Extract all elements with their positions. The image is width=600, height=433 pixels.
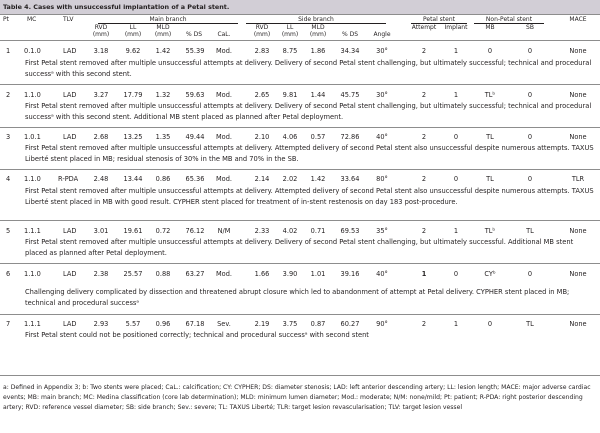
cell-implant: 0 (453, 270, 459, 278)
row-divider (0, 314, 600, 315)
header-mb-ll: LL (129, 24, 137, 31)
row-divider (0, 169, 600, 170)
cell-attempt: 2 (421, 227, 427, 235)
cell-angle: 30° (376, 91, 388, 99)
cell-non-sb: 0 (527, 91, 533, 99)
cell-non-sb: TL (526, 320, 534, 328)
header-implant: Implant (444, 24, 468, 31)
cell-mb-rvd: 3.18 (93, 47, 109, 55)
cell-angle: 80° (376, 175, 388, 183)
header-sb-ds: % DS (341, 31, 359, 38)
cell-sb-ll: 4.02 (282, 227, 298, 235)
header-pt: Pt (3, 16, 9, 23)
header-sb-ll: LL (286, 24, 294, 31)
header-mc: MC (27, 16, 37, 23)
cell-sb-rvd: 2.65 (254, 91, 270, 99)
cell-mb-rvd: 3.01 (93, 227, 109, 235)
cell-mb-rvd: 2.48 (93, 175, 109, 183)
cell-non-mb: CYᵇ (484, 270, 496, 278)
cell-mb-ll: 9.62 (125, 47, 141, 55)
cell-mace: None (569, 270, 587, 278)
cell-sb-mld: 1.86 (310, 47, 326, 55)
cell-tlv: LAD (63, 133, 77, 141)
cell-cal: N/M (217, 227, 231, 235)
cell-mb-ll: 13.25 (123, 133, 143, 141)
cell-mace: None (569, 320, 587, 328)
cell-mb-ds: 49.44 (185, 133, 205, 141)
header-mb-rvd-unit: (mm) (92, 31, 110, 38)
cell-sb-ds: 45.75 (340, 91, 360, 99)
cell-mb-ll: 25.57 (123, 270, 143, 278)
row-divider (0, 84, 600, 85)
cell-non-mb: TLᵇ (484, 91, 496, 99)
cell-implant: 0 (453, 133, 459, 141)
cell-mc: 1.1.0 (24, 175, 41, 183)
cell-sb-mld: 1.42 (310, 175, 326, 183)
cell-sb-rvd: 2.83 (254, 47, 270, 55)
cell-non-mb: 0 (487, 320, 493, 328)
cell-mb-ds: 59.63 (185, 91, 205, 99)
cell-cal: Sev. (217, 320, 231, 328)
cell-sb-mld: 0.71 (310, 227, 326, 235)
cell-sb-mld: 1.44 (310, 91, 326, 99)
cell-non-sb: 0 (527, 175, 533, 183)
cell-sb-rvd: 1.66 (254, 270, 270, 278)
header-sb-mld: MLD (311, 24, 325, 31)
cell-mb-ll: 13.44 (123, 175, 143, 183)
row-divider (0, 220, 600, 221)
cell-mb-mld: 1.35 (155, 133, 171, 141)
cell-non-mb: TLᵇ (484, 227, 496, 235)
cell-tlv: R-PDA (58, 175, 79, 183)
header-mb-mld: MLD (156, 24, 170, 31)
cell-cal: Mod. (215, 133, 232, 141)
cell-sb-ll: 4.06 (282, 133, 298, 141)
cell-non-mb: 0 (487, 47, 493, 55)
cell-pt: 6 (6, 270, 11, 278)
cell-tlv: LAD (63, 270, 77, 278)
header-bottom-rule (0, 40, 600, 41)
cell-sb-mld: 0.87 (310, 320, 326, 328)
cell-cal: Mod. (215, 175, 232, 183)
cell-sb-mld: 1.01 (310, 270, 326, 278)
header-mace: MACE (569, 16, 587, 23)
header-cal: CaL. (217, 31, 231, 38)
header-sb-mld-unit: (mm) (309, 31, 327, 38)
cell-attempt: 2 (421, 91, 427, 99)
cell-non-mb: TL (486, 175, 494, 183)
cell-sb-rvd: 2.33 (254, 227, 270, 235)
header-mb-mld-unit: (mm) (154, 31, 172, 38)
cell-mc: 0.1.0 (24, 47, 41, 55)
cell-mb-ds: 67.18 (185, 320, 205, 328)
cell-sb-ll: 8.75 (282, 47, 298, 55)
cell-sb-rvd: 2.10 (254, 133, 270, 141)
cell-cal: Mod. (215, 91, 232, 99)
row-comment: First Petal stent removed after multiple unsuccessful attempts at delivery. Attempted delivery of second Petal stent also unsuccessful despite numerous attempts. TAXUS Liberté stent placed in MB; residual stenosis of 30% in the MB and 70% in the SB. (25, 144, 594, 164)
cell-mb-ds: 55.39 (185, 47, 205, 55)
cell-non-sb: TL (526, 227, 534, 235)
cell-attempt: 2 (421, 175, 427, 183)
cell-cal: Mod. (215, 270, 232, 278)
cell-mb-rvd: 2.68 (93, 133, 109, 141)
row-divider (0, 263, 600, 264)
cell-mb-mld: 0.88 (155, 270, 171, 278)
cell-sb-ll: 9.81 (282, 91, 298, 99)
cell-non-sb: 0 (527, 47, 533, 55)
cell-attempt: 2 (421, 47, 427, 55)
cell-attempt: 2 (421, 320, 427, 328)
cell-mace: None (569, 133, 587, 141)
header-main-branch: Main branch (98, 16, 238, 24)
cell-tlv: LAD (63, 47, 77, 55)
cell-non-sb: 0 (527, 133, 533, 141)
header-mb-ll-unit: (mm) (124, 31, 142, 38)
cell-sb-ds: 34.34 (340, 47, 360, 55)
cell-implant: 1 (453, 320, 459, 328)
cell-implant: 0 (453, 175, 459, 183)
cell-sb-mld: 0.57 (310, 133, 326, 141)
cell-mb-mld: 0.96 (155, 320, 171, 328)
header-mb-ds: % DS (185, 31, 203, 38)
row-comment: First Petal stent removed after multiple unsuccessful attempts at delivery. Delivery of second Petal stent challenging, but ultimately successful; technical and procedural successᵃ with this second stent. Additional MB stent placed as planned after Petal deployment. (25, 102, 592, 122)
row-comment: First Petal stent removed after multiple unsuccessful attempts at delivery. Delivery of second Petal stent challenging, but ultimately successful. Additional MB stent placed as planned after Petal deployment. (25, 238, 574, 258)
cell-angle: 40° (376, 270, 388, 278)
cell-sb-ll: 3.75 (282, 320, 298, 328)
header-angle: Angle (373, 31, 391, 38)
cell-pt: 7 (6, 320, 11, 328)
cell-tlv: LAD (63, 91, 77, 99)
cell-mace: None (569, 91, 587, 99)
cell-mb-ds: 63.27 (185, 270, 205, 278)
cell-implant: 1 (453, 47, 459, 55)
cell-sb-ds: 33.64 (340, 175, 360, 183)
cell-non-mb: TL (486, 133, 494, 141)
cell-sb-ll: 2.02 (282, 175, 298, 183)
cell-mb-ll: 19.61 (123, 227, 143, 235)
header-side-branch: Side branch (246, 16, 386, 24)
cell-sb-ds: 69.53 (340, 227, 360, 235)
header-non-mb: MB (485, 24, 495, 31)
cell-mb-rvd: 2.93 (93, 320, 109, 328)
cell-mc: 1.1.1 (24, 227, 41, 235)
cell-mc: 1.0.1 (24, 133, 41, 141)
cell-pt: 1 (6, 47, 11, 55)
cell-mb-mld: 0.72 (155, 227, 171, 235)
cell-mb-mld: 1.32 (155, 91, 171, 99)
cell-mace: TLR (571, 175, 585, 183)
table-title: Table 4. Cases with unsuccessful implantation of a Petal stent. (0, 0, 600, 14)
cell-implant: 1 (453, 91, 459, 99)
header-sb-rvd-unit: (mm) (253, 31, 271, 38)
cell-mace: None (569, 227, 587, 235)
header-tlv: TLV (63, 16, 74, 23)
row-divider (0, 127, 600, 128)
cell-sb-ll: 3.90 (282, 270, 298, 278)
cell-mb-ll: 17.79 (123, 91, 143, 99)
cell-angle: 90° (376, 320, 388, 328)
cell-cal: Mod. (215, 47, 232, 55)
cell-mb-rvd: 2.38 (93, 270, 109, 278)
cell-pt: 4 (6, 175, 11, 183)
header-top-rule (0, 14, 600, 15)
row-comment: First Petal stent removed after multiple unsuccessful attempts at delivery. Attempted delivery of second Petal stent also unsuccessful despite numerous attempts. TAXUS Liberté stent placed in MB with good result. CYPHER stent placed for treatment of in-stent restenosis on day 183 post-procedure. (25, 187, 594, 207)
cell-mb-mld: 1.42 (155, 47, 171, 55)
header-attempt: Attempt (411, 24, 437, 31)
cell-sb-ds: 39.16 (340, 270, 360, 278)
cell-sb-ds: 72.86 (340, 133, 360, 141)
cell-mb-ds: 76.12 (185, 227, 205, 235)
cell-pt: 5 (6, 227, 11, 235)
cell-mb-rvd: 3.27 (93, 91, 109, 99)
cell-angle: 35° (376, 227, 388, 235)
header-mb-rvd: RVD (94, 24, 108, 31)
cell-mc: 1.1.0 (24, 91, 41, 99)
table-footnote: a: Defined in Appendix 3; b: Two stents were placed; CaL.: calcification; CY: CYPHER; DS: diameter stenosis; LAD: left anterior descending artery; LL: lesion length; MACE: major adverse cardiac events; MB: main branch; MC: Medina classification (core lab determination); MLD: minimum lumen diameter; Mod.: moderate; N/M: none/mild; Pt: patient; R-PDA: right posterior descending artery; RVD: reference vessel diameter; SB: side branch; Sev.: severe; TL: TAXUS Liberté; TLR: target lesion revascularisation; TLV: target lesion vessel (3, 384, 591, 411)
cell-tlv: LAD (63, 320, 77, 328)
cell-mb-ll: 5.57 (125, 320, 141, 328)
cell-attempt: 2 (421, 133, 427, 141)
header-non-petal-stent: Non-Petal stent (474, 16, 544, 24)
cell-mc: 1.1.0 (24, 270, 41, 278)
cell-mb-ds: 65.36 (185, 175, 205, 183)
header-sb-rvd: RVD (255, 24, 269, 31)
cell-angle: 30° (376, 47, 388, 55)
cell-mb-mld: 0.86 (155, 175, 171, 183)
header-petal-stent: Petal stent (411, 16, 467, 24)
row-comment: First Petal stent removed after multiple unsuccessful attempts at delivery. Delivery of second Petal stent challenging, but ultimately successful; technical and procedural successᵃ with this second stent. (25, 59, 592, 79)
cell-mace: None (569, 47, 587, 55)
row-comment: First Petal stent could not be positioned correctly; technical and procedural successᵃ with second stent (25, 331, 369, 339)
cell-pt: 3 (6, 133, 11, 141)
cell-implant: 1 (453, 227, 459, 235)
row-comment: Challenging delivery complicated by dissection and threatened abrupt closure which led to abandonment of attempt at Petal delivery. CYPHER stent placed in MB; technical and procedural successᵃ (25, 288, 570, 308)
cell-tlv: LAD (63, 227, 77, 235)
cell-non-sb: 0 (527, 270, 533, 278)
cell-pt: 2 (6, 91, 11, 99)
cell-sb-rvd: 2.14 (254, 175, 270, 183)
header-sb-ll-unit: (mm) (281, 31, 299, 38)
cell-sb-ds: 60.27 (340, 320, 360, 328)
table-bottom-rule (0, 375, 600, 376)
cell-attempt: 1 (421, 270, 427, 278)
cell-angle: 40° (376, 133, 388, 141)
cell-mc: 1.1.1 (24, 320, 41, 328)
header-non-sb: SB (526, 24, 534, 31)
cell-sb-rvd: 2.19 (254, 320, 270, 328)
